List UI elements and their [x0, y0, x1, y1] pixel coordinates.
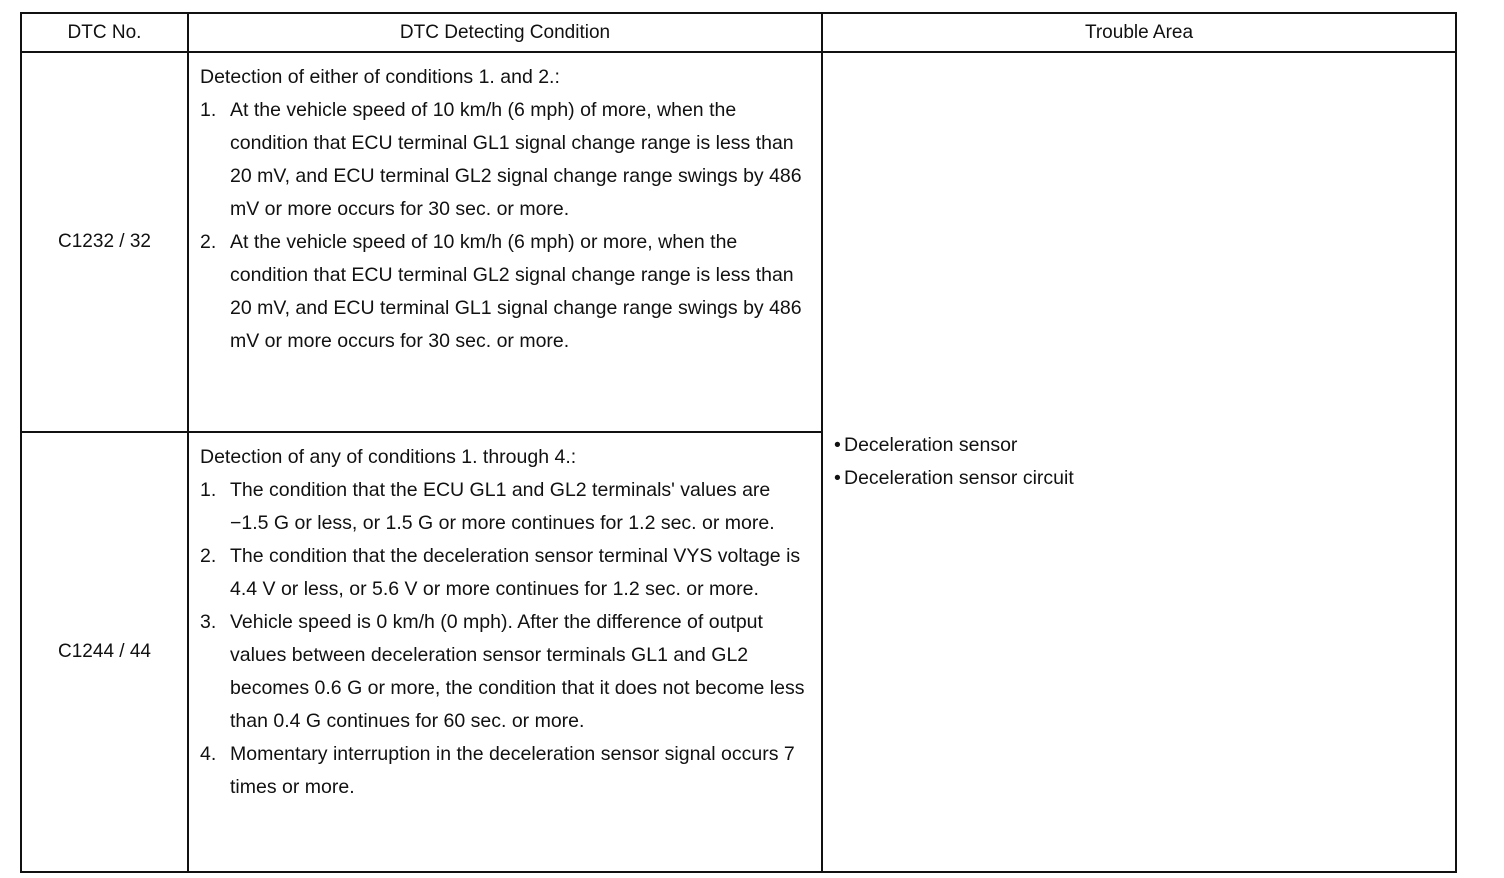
- condition-text: The condition that the deceleration sensor terminal VYS voltage is 4.4 V or less, or 5.6 V or more continues for 1.2 sec. or more.: [230, 545, 801, 600]
- header-row: [21, 13, 1456, 52]
- condition-item: [200, 474, 809, 540]
- condition-list: [200, 474, 809, 804]
- dtc-code: C1232 / 32: [21, 52, 188, 432]
- condition-number: 2.: [200, 545, 217, 567]
- condition-text: Vehicle speed is 0 km/h (0 mph). After the difference of output values between deceleration sensor terminals GL1 and GL2 becomes 0.6 G or more, the condition that it does not become less than 0.4 G continues for 60 sec. or more.: [230, 611, 805, 732]
- condition-text: At the vehicle speed of 10 km/h (6 mph) of more, when the condition that ECU terminal GL1 signal change range is less than 20 mV, and ECU terminal GL2 signal change range swings by 486 mV or more occurs for 30 sec. or more.: [230, 99, 802, 220]
- dtc-code: C1244 / 44: [21, 432, 188, 872]
- trouble-area-text: Deceleration sensor circuit: [844, 467, 1074, 489]
- bullet-icon: •: [834, 467, 841, 489]
- table-row: [21, 52, 1456, 432]
- trouble-area-cell: [822, 52, 1456, 872]
- condition-text: The condition that the ECU GL1 and GL2 terminals' values are −1.5 G or less, or 1.5 G or more continues for 1.2 sec. or more.: [230, 479, 775, 534]
- header-trouble-area: Trouble Area: [822, 13, 1456, 52]
- condition-item: [200, 94, 809, 226]
- trouble-area-item: [834, 462, 1455, 495]
- condition-number: 3.: [200, 611, 217, 633]
- condition-intro: Detection of any of conditions 1. through 4.:: [200, 446, 577, 468]
- trouble-area-text: Deceleration sensor: [844, 434, 1018, 456]
- condition-text: Momentary interruption in the deceleration sensor signal occurs 7 times or more.: [230, 743, 795, 798]
- condition-intro: Detection of either of conditions 1. and 2.:: [200, 66, 560, 88]
- condition-item: [200, 738, 809, 804]
- condition-number: 1.: [200, 479, 217, 501]
- condition-list: [200, 94, 809, 358]
- bullet-icon: •: [834, 434, 841, 456]
- condition-number: 2.: [200, 231, 217, 253]
- condition-item: [200, 606, 809, 738]
- trouble-area-item: [834, 429, 1455, 462]
- condition-cell: [188, 52, 822, 432]
- header-condition: DTC Detecting Condition: [188, 13, 822, 52]
- condition-item: [200, 226, 809, 358]
- condition-cell: [188, 432, 822, 872]
- dtc-table: [20, 12, 1457, 873]
- condition-text: At the vehicle speed of 10 km/h (6 mph) or more, when the condition that ECU terminal GL2 signal change range is less than 20 mV, and ECU terminal GL1 signal change range swings by 486 mV or more occurs for 30 sec. or more.: [230, 231, 802, 352]
- condition-item: [200, 540, 809, 606]
- header-dtc-no: DTC No.: [21, 13, 188, 52]
- condition-number: 4.: [200, 743, 217, 765]
- condition-number: 1.: [200, 99, 217, 121]
